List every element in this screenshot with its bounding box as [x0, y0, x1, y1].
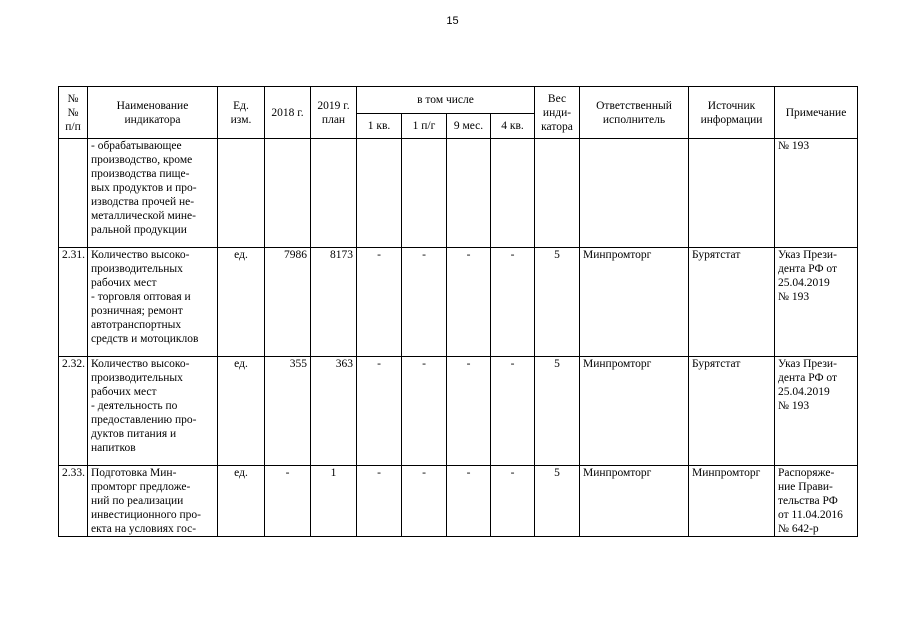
header-name: Наименование индикатора	[88, 87, 218, 139]
row-9m: -	[447, 466, 491, 537]
header-unit: Ед. изм.	[218, 87, 265, 139]
header-2019-plan: 2019 г. план	[311, 87, 357, 139]
row-2018: 7986	[265, 248, 311, 357]
row-2018: -	[265, 466, 311, 537]
row-responsible: Минпромторг	[580, 357, 689, 466]
row-source: Бурятстат	[689, 357, 775, 466]
header-9m: 9 мес.	[447, 114, 491, 139]
row-source: Бурятстат	[689, 248, 775, 357]
row-q4: -	[491, 466, 535, 537]
row-2018	[265, 139, 311, 248]
row-2019: 1	[311, 466, 357, 537]
row-9m: -	[447, 357, 491, 466]
row-note: Указ Прези- дента РФ от 25.04.2019 № 193	[775, 248, 858, 357]
row-weight: 5	[535, 357, 580, 466]
table-row	[59, 248, 858, 357]
header-note: Примечание	[775, 87, 858, 139]
header-number: № № п/п	[59, 87, 88, 139]
row-note: № 193	[775, 139, 858, 248]
header-responsible: Ответственный исполнитель	[580, 87, 689, 139]
row-q1: -	[357, 357, 402, 466]
page-number: 15	[446, 15, 459, 27]
header-h1: 1 п/г	[402, 114, 447, 139]
row-unit: ед.	[218, 248, 265, 357]
row-note: Указ Прези- дента РФ от 25.04.2019 № 193	[775, 357, 858, 466]
row-q1: -	[357, 466, 402, 537]
row-2019: 363	[311, 357, 357, 466]
row-responsible: Минпромторг	[580, 248, 689, 357]
row-responsible	[580, 139, 689, 248]
row-q4	[491, 139, 535, 248]
row-q1	[357, 139, 402, 248]
row-number	[59, 139, 88, 248]
row-name: Подготовка Мин- промторг предложе- ний по реализации инвестиционного про- екта на условиях гос-	[88, 466, 218, 537]
row-h1: -	[402, 466, 447, 537]
row-name: Количество высоко- производительных рабочих мест - деятельность по предоставлению про- дуктов питания и напитков	[88, 357, 218, 466]
row-name: Количество высоко- производительных рабочих мест - торговля оптовая и розничная; ремонт автотранспортных средств и мотоциклов	[88, 248, 218, 357]
header-2018: 2018 г.	[265, 87, 311, 139]
row-unit: ед.	[218, 466, 265, 537]
row-weight: 5	[535, 248, 580, 357]
row-h1: -	[402, 357, 447, 466]
row-9m	[447, 139, 491, 248]
row-source	[689, 139, 775, 248]
row-number: 2.32.	[59, 357, 88, 466]
row-weight	[535, 139, 580, 248]
row-9m: -	[447, 248, 491, 357]
row-responsible: Минпромторг	[580, 466, 689, 537]
header-weight: Вес инди- катора	[535, 87, 580, 139]
header-q1: 1 кв.	[357, 114, 402, 139]
table-row	[59, 466, 858, 537]
row-q4: -	[491, 357, 535, 466]
row-name: - обрабатывающее производство, кроме производства пище- вых продуктов и про- изводства прочей не- металлической мине- ральной продукции	[88, 139, 218, 248]
row-unit	[218, 139, 265, 248]
header-including: в том числе	[357, 87, 535, 114]
row-2018: 355	[265, 357, 311, 466]
table-row	[59, 139, 858, 248]
row-h1	[402, 139, 447, 248]
row-h1: -	[402, 248, 447, 357]
header-source: Источник информации	[689, 87, 775, 139]
row-note: Распоряже- ние Прави- тельства РФ от 11.04.2016 № 642-р	[775, 466, 858, 537]
row-2019	[311, 139, 357, 248]
row-unit: ед.	[218, 357, 265, 466]
row-source: Минпромторг	[689, 466, 775, 537]
row-q1: -	[357, 248, 402, 357]
indicators-table	[58, 86, 858, 537]
header-row-1	[59, 87, 858, 114]
row-weight: 5	[535, 466, 580, 537]
header-q4: 4 кв.	[491, 114, 535, 139]
row-2019: 8173	[311, 248, 357, 357]
row-number: 2.31.	[59, 248, 88, 357]
row-q4: -	[491, 248, 535, 357]
row-number: 2.33.	[59, 466, 88, 537]
table-row	[59, 357, 858, 466]
